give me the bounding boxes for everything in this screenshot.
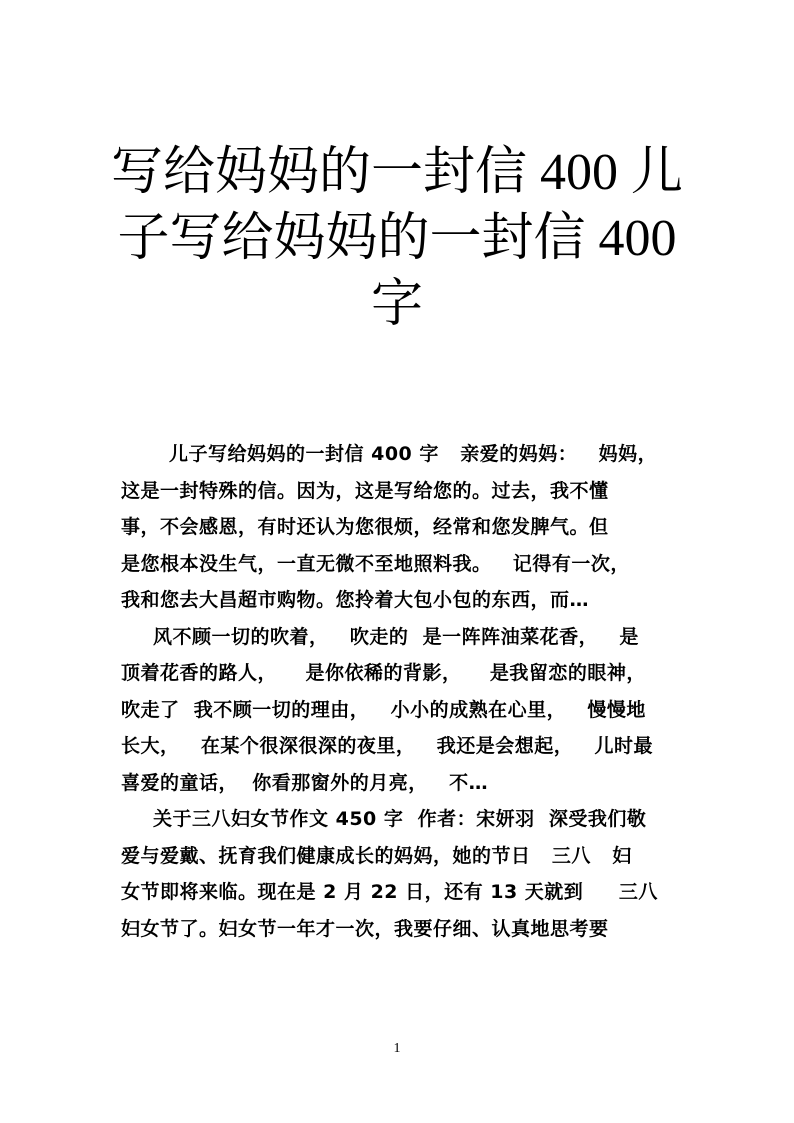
title-line: 字	[370, 276, 423, 333]
title-line: 子写给妈妈的一封信 400	[117, 210, 677, 267]
page-number: 1	[393, 1041, 401, 1056]
paragraph-womens-day-essay	[121, 801, 681, 947]
text-line: 我和您去大昌超市购物。您拎着大包小包的东西，而…	[121, 589, 590, 611]
text-line: 关于三八妇女节作文 450 字 作者：宋妍羽 深受我们敬	[153, 808, 647, 830]
text-line: 长大， 在某个很深很深的夜里， 我还是会想起， 儿时最	[121, 735, 654, 757]
text-line: 女节即将来临。现在是 2 月 22 日，还有 13 天就到 三八	[121, 881, 658, 903]
document-title	[100, 140, 694, 338]
paragraph-wind-poem	[121, 619, 681, 802]
text-line: 爱与爱戴、抚育我们健康成长的妈妈，她的节日 三八 妇	[121, 844, 632, 867]
text-line: 事，不会感恩，有时还认为您很烦，经常和您发脾气。但	[121, 516, 609, 538]
text-line: 风不顾一切的吹着， 吹走的 是一阵阵油菜花香， 是	[153, 625, 639, 648]
title-line: 写给妈妈的一封信 400 儿	[110, 144, 683, 201]
text-line: 喜爱的童话， 你看那窗外的月亮， 不…	[121, 771, 489, 794]
text-line: 妇女节了。妇女节一年才一次，我要仔细、认真地思考要	[121, 917, 609, 940]
text-line: 顶着花香的路人， 是你依稀的背影， 是我留恋的眼神，	[121, 662, 646, 684]
text-line: 是您根本没生气，一直无微不至地照料我。 记得有一次，	[121, 552, 630, 575]
text-line: 吹走了 我不顾一切的理由， 小小的成熟在心里， 慢慢地	[121, 698, 646, 721]
document-body	[121, 436, 681, 947]
paragraph-letter-to-mom	[121, 436, 681, 619]
text-line: 这是一封特殊的信。因为，这是写给您的。过去，我不懂	[121, 479, 609, 502]
text-line: 儿子写给妈妈的一封信 400 字 亲爱的妈妈： 妈妈，	[169, 443, 658, 465]
